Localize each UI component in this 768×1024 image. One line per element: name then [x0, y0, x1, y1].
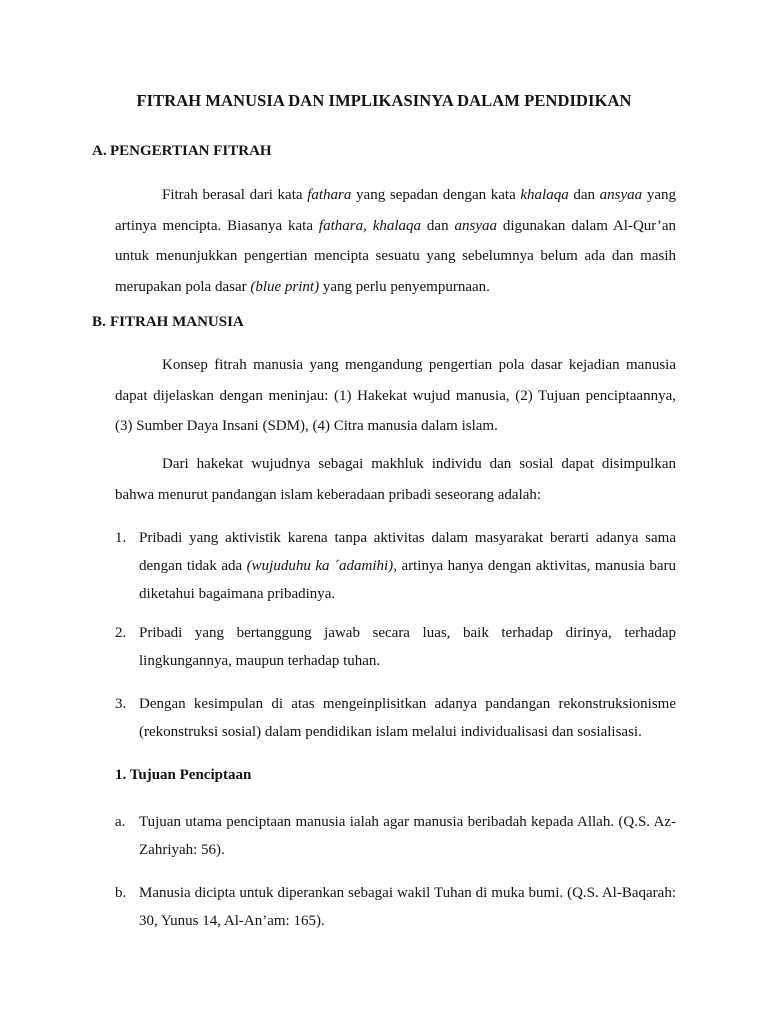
italic-term: (wujuduhu ka ´adamihi) — [246, 558, 394, 574]
subsection-heading — [115, 767, 251, 784]
subsection-title: Tujuan Penciptaan — [129, 767, 252, 783]
text-run: Fitrah berasal dari kata — [162, 187, 308, 203]
text-run: dan — [568, 187, 600, 203]
section-b-number: B. — [92, 314, 106, 330]
list-marker: a. — [115, 814, 126, 830]
list-marker: 3. — [115, 696, 127, 712]
section-a-number: A. — [92, 143, 107, 159]
list-item — [115, 879, 676, 935]
italic-term: ansyaa — [599, 187, 643, 203]
text-run: digunakan dalam Al-Qur’an untuk menunjukkan pengertian mencipta sesuatu yang sebelumnya belum ada dan masih merupakan pola dasar — [115, 217, 676, 295]
italic-term: khalaqa — [520, 187, 569, 203]
list-item — [115, 690, 676, 746]
section-a-title: PENGERTIAN FITRAH — [110, 143, 272, 159]
text-run: , artinya hanya dengan aktivitas, manusia baru diketahui bagaimana pribadinya. — [139, 558, 677, 602]
list-marker: b. — [115, 885, 127, 901]
text-run: Dari hakekat wujudnya sebagai makhluk individu dan sosial dapat disimpulkan bahwa menurut pandangan islam keberadaan pribadi seseorang adalah: — [115, 456, 676, 503]
text-run: Pribadi yang bertanggung jawab secara luas, baik terhadap dirinya, terhadap lingkungannya, maupun terhadap tuhan. — [139, 625, 676, 669]
italic-term: ansyaa — [454, 217, 497, 234]
section-a-heading — [92, 143, 272, 160]
section-b-heading — [92, 314, 244, 331]
italic-term: fathara, khalaqa — [318, 217, 422, 234]
text-run: Manusia dicipta untuk diperankan sebagai wakil Tuhan di muka bumi. (Q.S. Al-Baqarah: 30, Yunus 14, Al-An’am: 165). — [139, 885, 676, 929]
list-item — [115, 524, 676, 608]
list-marker: 1. — [115, 530, 127, 546]
section-a-paragraph — [115, 180, 676, 302]
italic-term: (blue print) — [250, 278, 320, 295]
text-run: Dengan kesimpulan di atas mengeinplisitkan adanya pandangan rekonstruksionisme (rekonstruksi sosial) dalam pendidikan islam melalui individualisasi dan sosialisasi. — [139, 696, 676, 740]
text-run: yang perlu penyempurnaan. — [319, 278, 490, 295]
text-run: Pribadi yang aktivistik karena tanpa aktivitas dalam masyarakat berarti adanya sama dengan tidak ada — [139, 530, 676, 574]
section-b-paragraph-1 — [115, 350, 676, 442]
list-item — [115, 808, 676, 864]
text-run: Tujuan utama penciptaan manusia ialah agar manusia beribadah kepada Allah. (Q.S. Az-Zahriyah: 56). — [139, 814, 676, 858]
list-marker: 2. — [115, 625, 127, 641]
subsection-number: 1. — [115, 767, 127, 783]
italic-term: fathara — [307, 187, 352, 203]
document-title: FITRAH MANUSIA DAN IMPLIKASINYA DALAM PENDIDIKAN — [136, 91, 632, 110]
list-item — [115, 619, 676, 675]
section-b-title: FITRAH MANUSIA — [110, 314, 244, 330]
section-b-paragraph-2 — [115, 449, 676, 510]
text-run: Konsep fitrah manusia yang mengandung pengertian pola dasar kejadian manusia dapat dijelaskan dengan meninjau: (1) Hakekat wujud manusia, (2) Tujuan penciptaannya, (3) Sumber Daya Insani (SDM), (4) Citra manusia dalam islam. — [115, 357, 676, 434]
text-run: yang artinya mencipta. Biasanya kata — [115, 187, 676, 234]
text-run: dan — [421, 217, 455, 234]
text-run: yang sepadan dengan kata — [351, 187, 521, 203]
